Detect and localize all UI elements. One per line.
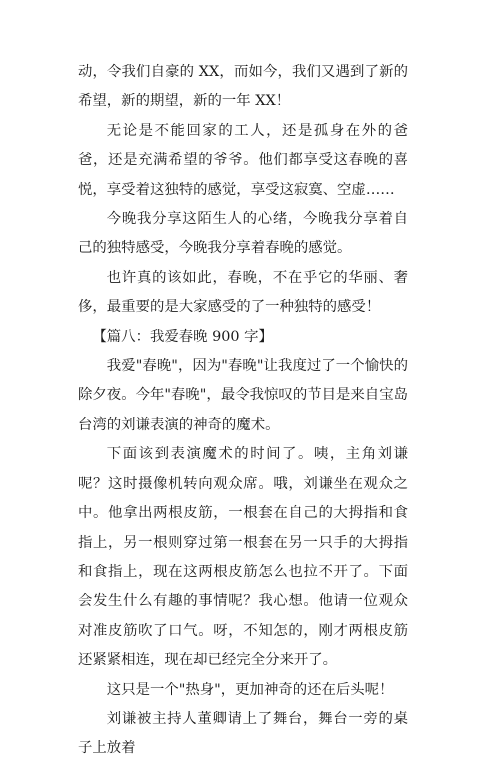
paragraph-3: 今晚我分享这陌生人的心绪，今晚我分享着自己的独特感受，今晚我分享着春晚的感觉。 (78, 211, 408, 257)
paragraph-6: 下面该到表演魔术的时间了。咦，主角刘谦呢？这时摄像机转向观众席。哦，刘谦坐在观众之中。他拿出两根皮筋，一根套在自己的大拇指和食指上，另一根则穿过第一根套在另一只手的大拇指和食指上，现在这两根皮筋怎么也拉不开了。下面会发生什么有趣的事情呢？我心想。他请一位观众对准皮筋吹了口气。呀，不知怎的，刚才两根皮筋还紧紧相连，现在却已经完全分来开了。 (78, 446, 408, 669)
paragraph-4: 也许真的该如此，春晚，不在乎它的华丽、奢侈，最重要的是大家感受的了一种独特的感受！ (78, 269, 408, 316)
paragraph-5: 我爱"春晚"，因为"春晚"让我度过了一个愉快的除夕夜。今年"春晚"，最令我惊叹的节目是来自宝岛台湾的刘谦表演的神奇的魔术。 (78, 358, 408, 433)
paragraph-7: 这只是一个"热身"，更加神奇的还在后头呢！ (106, 681, 394, 698)
paragraph-1: 动，令我们自豪的 XX，而如今，我们又遇到了新的希望，新的期望，新的一年 XX！ (78, 64, 408, 110)
paragraph-2: 无论是不能回家的工人，还是孤身在外的爸爸，还是充满希望的爷爷。他们都享受这春晚的喜悦，享受着这独特的感觉，享受这寂寞、空虚…… (78, 122, 408, 198)
section-heading: 【篇八：我爱春晚 900 字】 (92, 328, 273, 345)
paragraph-8: 刘谦被主持人董卿请上了舞台，舞台一旁的桌子上放着 (78, 710, 408, 757)
